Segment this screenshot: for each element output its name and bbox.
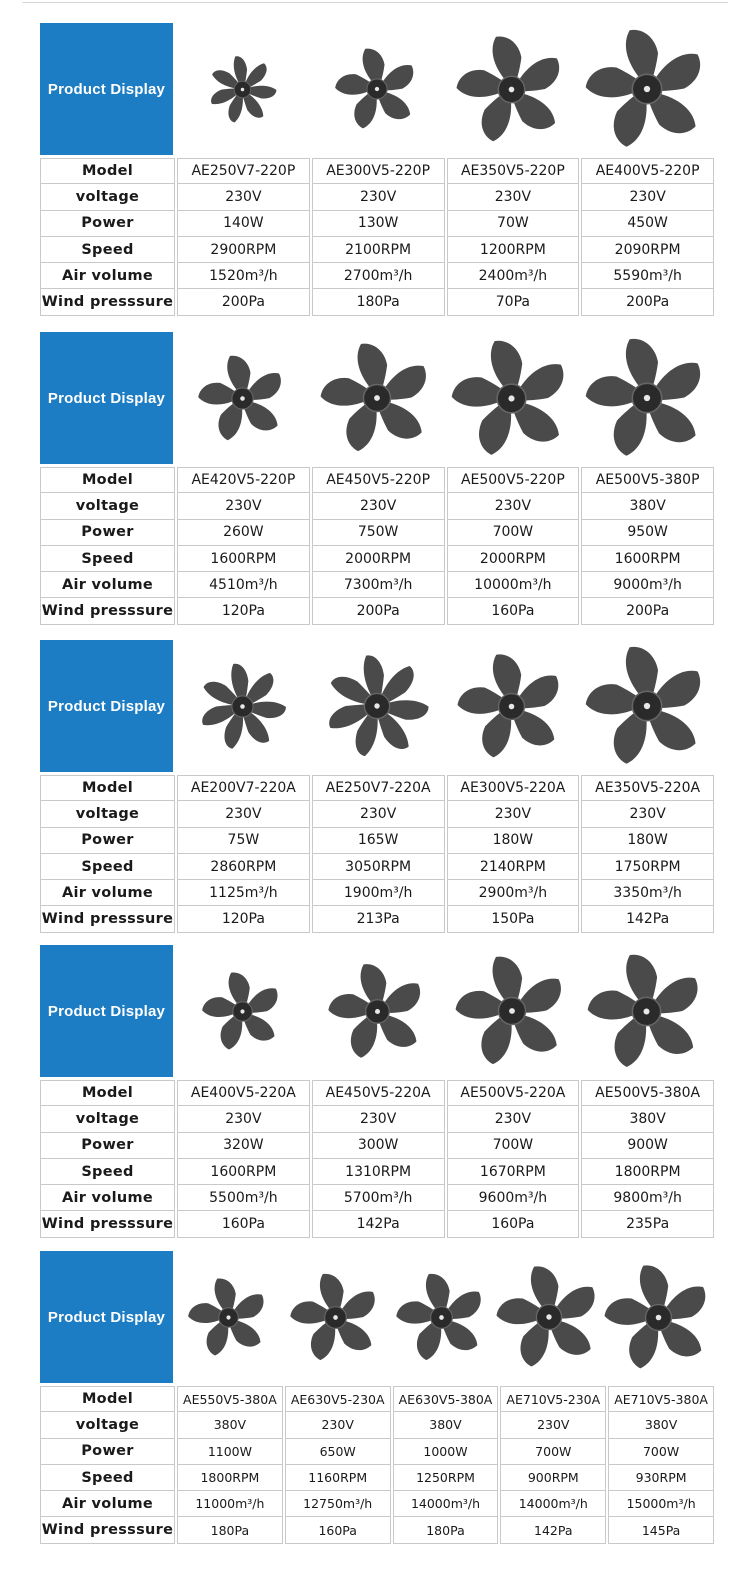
spec-cell-speed: 900RPM	[500, 1465, 606, 1491]
spec-row-power	[40, 520, 714, 546]
spec-row-wind-pressure	[40, 598, 714, 624]
fan-shaft	[374, 703, 379, 708]
fan-image	[388, 1251, 495, 1383]
spec-cell-model: AE630V5-380A	[393, 1386, 499, 1412]
fan-image	[445, 23, 580, 155]
spec-cell-voltage: 230V	[581, 184, 714, 210]
product-section	[40, 23, 714, 316]
spec-cell-speed: 1600RPM	[177, 1159, 310, 1185]
fan-icon	[395, 1271, 488, 1364]
spec-cell-air-volume: 9000m³/h	[581, 572, 714, 598]
spec-cell-voltage: 230V	[177, 1106, 310, 1132]
spec-cell-air-volume: 5500m³/h	[177, 1185, 310, 1211]
row-label: Wind presssure	[40, 598, 175, 624]
spec-cell-speed: 1670RPM	[447, 1159, 580, 1185]
spec-cell-model: AE500V5-380P	[581, 467, 714, 493]
fan-shaft	[240, 396, 245, 401]
fan-image	[579, 945, 714, 1077]
spec-cell-model: AE300V5-220A	[447, 775, 580, 801]
spec-cell-model: AE420V5-220P	[177, 467, 310, 493]
fan-images	[175, 332, 714, 464]
spec-row-voltage	[40, 184, 714, 210]
spec-cell-wind-pressure: 200Pa	[581, 598, 714, 624]
spec-cell-model: AE250V7-220P	[177, 158, 310, 184]
fan-image	[579, 332, 714, 464]
fan-icon	[201, 970, 284, 1053]
spec-cell-speed: 2000RPM	[312, 546, 445, 572]
fan-icon	[187, 1276, 270, 1359]
row-label: Wind presssure	[40, 289, 175, 315]
spec-cell-model: AE500V5-380A	[581, 1080, 714, 1106]
spec-cell-wind-pressure: 150Pa	[447, 906, 580, 932]
fan-shaft	[240, 704, 245, 709]
spec-cell-air-volume: 14000m³/h	[500, 1491, 606, 1517]
spec-cell-power: 700W	[608, 1439, 714, 1465]
fan-icon	[456, 651, 567, 762]
fan-icon	[289, 1271, 382, 1364]
spec-cell-wind-pressure: 120Pa	[177, 906, 310, 932]
spec-cell-speed: 1600RPM	[177, 546, 310, 572]
fan-icon	[197, 353, 288, 444]
spec-cell-model: AE400V5-220A	[177, 1080, 310, 1106]
spec-cell-air-volume: 9600m³/h	[447, 1185, 580, 1211]
spec-cell-model: AE450V5-220P	[312, 467, 445, 493]
row-label: Speed	[40, 854, 175, 880]
fan-shaft	[374, 395, 380, 401]
row-label: Model	[40, 1386, 175, 1412]
spec-cell-wind-pressure: 213Pa	[312, 906, 445, 932]
fan-icon	[454, 953, 570, 1069]
spec-cell-speed: 2100RPM	[312, 237, 445, 263]
row-label: Model	[40, 775, 175, 801]
fan-image	[579, 23, 714, 155]
spec-cell-wind-pressure: 160Pa	[177, 1211, 310, 1237]
spec-cell-voltage: 230V	[312, 801, 445, 827]
spec-cell-air-volume: 14000m³/h	[393, 1491, 499, 1517]
fan-icon	[450, 337, 573, 460]
product-display-badge: Product Display	[40, 945, 173, 1077]
fan-icon	[327, 961, 428, 1062]
spec-cell-voltage: 230V	[177, 801, 310, 827]
fan-icon	[197, 661, 288, 752]
fan-image	[175, 332, 310, 464]
spec-cell-air-volume: 5590m³/h	[581, 263, 714, 289]
product-image-row	[40, 332, 714, 464]
spec-cell-power: 900W	[581, 1133, 714, 1159]
spec-cell-model: AE400V5-220P	[581, 158, 714, 184]
row-label: Power	[40, 520, 175, 546]
row-label: Air volume	[40, 572, 175, 598]
row-label: Speed	[40, 237, 175, 263]
product-section	[40, 640, 714, 933]
product-image-row	[40, 1251, 714, 1383]
spec-cell-air-volume: 4510m³/h	[177, 572, 310, 598]
spec-cell-power: 1100W	[177, 1439, 283, 1465]
spec-table	[38, 158, 716, 316]
spec-row-air-volume	[40, 1491, 714, 1517]
spec-cell-voltage: 380V	[393, 1412, 499, 1438]
spec-cell-power: 750W	[312, 520, 445, 546]
top-divider	[22, 2, 728, 3]
product-section	[40, 945, 714, 1238]
fan-icon	[584, 643, 710, 769]
spec-cell-voltage: 230V	[285, 1412, 391, 1438]
spec-row-voltage	[40, 1412, 714, 1438]
spec-cell-air-volume: 1520m³/h	[177, 263, 310, 289]
spec-cell-speed: 1800RPM	[581, 1159, 714, 1185]
spec-cell-speed: 1750RPM	[581, 854, 714, 880]
row-label: Model	[40, 1080, 175, 1106]
spec-cell-air-volume: 2900m³/h	[447, 880, 580, 906]
fan-image	[445, 945, 580, 1077]
spec-cell-speed: 1310RPM	[312, 1159, 445, 1185]
fan-images	[175, 1251, 714, 1383]
row-label: Power	[40, 828, 175, 854]
spec-row-speed	[40, 237, 714, 263]
spec-cell-speed: 3050RPM	[312, 854, 445, 880]
fan-icon	[323, 652, 431, 760]
spec-cell-speed: 1200RPM	[447, 237, 580, 263]
spec-cell-air-volume: 3350m³/h	[581, 880, 714, 906]
product-image-row	[40, 945, 714, 1077]
spec-cell-model: AE500V5-220P	[447, 467, 580, 493]
fan-image	[495, 1251, 603, 1383]
spec-cell-wind-pressure: 200Pa	[312, 598, 445, 624]
fan-shaft	[375, 87, 379, 91]
spec-cell-speed: 1800RPM	[177, 1465, 283, 1491]
spec-cell-wind-pressure: 160Pa	[285, 1517, 391, 1543]
spec-cell-power: 300W	[312, 1133, 445, 1159]
spec-cell-air-volume: 2700m³/h	[312, 263, 445, 289]
product-section	[40, 1251, 714, 1544]
spec-row-voltage	[40, 1106, 714, 1132]
fan-shaft	[509, 395, 515, 401]
spec-cell-model: AE630V5-230A	[285, 1386, 391, 1412]
spec-cell-voltage: 380V	[608, 1412, 714, 1438]
spec-cell-wind-pressure: 145Pa	[608, 1517, 714, 1543]
row-label: Wind presssure	[40, 906, 175, 932]
spec-row-power	[40, 1439, 714, 1465]
spec-cell-power: 320W	[177, 1133, 310, 1159]
fan-image	[310, 640, 445, 772]
fan-icon	[603, 1262, 714, 1373]
fan-images	[175, 23, 714, 155]
spec-table	[38, 775, 716, 933]
spec-cell-voltage: 230V	[312, 184, 445, 210]
spec-cell-wind-pressure: 180Pa	[312, 289, 445, 315]
spec-cell-model: AE250V7-220A	[312, 775, 445, 801]
fan-icon	[584, 335, 710, 461]
spec-cell-air-volume: 15000m³/h	[608, 1491, 714, 1517]
row-label: Power	[40, 1439, 175, 1465]
fan-icon	[319, 340, 435, 456]
spec-cell-power: 70W	[447, 211, 580, 237]
spec-cell-wind-pressure: 180Pa	[177, 1517, 283, 1543]
spec-cell-speed: 1600RPM	[581, 546, 714, 572]
spec-cell-speed: 1250RPM	[393, 1465, 499, 1491]
row-label: Speed	[40, 1159, 175, 1185]
spec-cell-air-volume: 1125m³/h	[177, 880, 310, 906]
spec-cell-air-volume: 5700m³/h	[312, 1185, 445, 1211]
fan-shaft	[241, 87, 245, 91]
spec-cell-speed: 1160RPM	[285, 1465, 391, 1491]
fan-image	[175, 1251, 282, 1383]
spec-cell-power: 130W	[312, 211, 445, 237]
spec-cell-power: 260W	[177, 520, 310, 546]
spec-cell-air-volume: 10000m³/h	[447, 572, 580, 598]
spec-row-model	[40, 1386, 714, 1412]
row-label: Model	[40, 158, 175, 184]
spec-row-wind-pressure	[40, 289, 714, 315]
spec-row-air-volume	[40, 1185, 714, 1211]
spec-cell-power: 180W	[447, 828, 580, 854]
product-display-badge: Product Display	[40, 332, 173, 464]
fan-shaft	[240, 1009, 244, 1013]
spec-cell-power: 700W	[447, 520, 580, 546]
product-image-row	[40, 23, 714, 155]
spec-cell-power: 165W	[312, 828, 445, 854]
fan-shaft	[643, 86, 649, 92]
spec-row-wind-pressure	[40, 906, 714, 932]
fan-image	[445, 640, 580, 772]
fan-image	[175, 23, 310, 155]
spec-row-wind-pressure	[40, 1211, 714, 1237]
spec-cell-speed: 2900RPM	[177, 237, 310, 263]
spec-cell-air-volume: 11000m³/h	[177, 1491, 283, 1517]
spec-cell-voltage: 230V	[500, 1412, 606, 1438]
row-label: Air volume	[40, 1185, 175, 1211]
spec-cell-voltage: 230V	[581, 801, 714, 827]
spec-cell-voltage: 230V	[177, 493, 310, 519]
fan-image	[445, 332, 580, 464]
fan-shaft	[643, 703, 649, 709]
spec-cell-voltage: 380V	[581, 1106, 714, 1132]
spec-cell-model: AE350V5-220A	[581, 775, 714, 801]
spec-cell-power: 700W	[500, 1439, 606, 1465]
spec-cell-model: AE500V5-220A	[447, 1080, 580, 1106]
fan-shaft	[509, 1008, 515, 1014]
fan-icon	[586, 951, 707, 1072]
spec-row-voltage	[40, 493, 714, 519]
fan-icon	[495, 1263, 603, 1371]
row-label: voltage	[40, 493, 175, 519]
row-label: Wind presssure	[40, 1517, 175, 1543]
spec-cell-wind-pressure: 142Pa	[581, 906, 714, 932]
product-display-badge: Product Display	[40, 23, 173, 155]
fan-images	[175, 640, 714, 772]
spec-row-model	[40, 775, 714, 801]
spec-cell-wind-pressure: 160Pa	[447, 598, 580, 624]
fan-shaft	[226, 1315, 230, 1319]
spec-cell-power: 650W	[285, 1439, 391, 1465]
fan-image	[175, 640, 310, 772]
spec-cell-power: 450W	[581, 211, 714, 237]
spec-table	[38, 1386, 716, 1544]
spec-cell-model: AE300V5-220P	[312, 158, 445, 184]
fan-shaft	[509, 703, 515, 709]
fan-icon	[207, 54, 278, 125]
spec-cell-air-volume: 1900m³/h	[312, 880, 445, 906]
spec-cell-voltage: 230V	[447, 493, 580, 519]
spec-cell-wind-pressure: 142Pa	[312, 1211, 445, 1237]
row-label: Speed	[40, 546, 175, 572]
row-label: Speed	[40, 1465, 175, 1491]
fan-shaft	[375, 1008, 380, 1013]
spec-cell-speed: 2860RPM	[177, 854, 310, 880]
spec-cell-voltage: 230V	[177, 184, 310, 210]
spec-cell-power: 700W	[447, 1133, 580, 1159]
row-label: Power	[40, 211, 175, 237]
spec-cell-wind-pressure: 70Pa	[447, 289, 580, 315]
spec-cell-power: 180W	[581, 828, 714, 854]
row-label: voltage	[40, 801, 175, 827]
row-label: voltage	[40, 1412, 175, 1438]
spec-cell-wind-pressure: 200Pa	[177, 289, 310, 315]
spec-row-power	[40, 828, 714, 854]
fan-shaft	[509, 86, 515, 92]
spec-row-voltage	[40, 801, 714, 827]
spec-cell-speed: 2090RPM	[581, 237, 714, 263]
spec-cell-power: 1000W	[393, 1439, 499, 1465]
fan-image	[310, 23, 445, 155]
spec-cell-wind-pressure: 160Pa	[447, 1211, 580, 1237]
fan-icon	[334, 46, 420, 132]
product-display-badge: Product Display	[40, 640, 173, 772]
spec-cell-power: 75W	[177, 828, 310, 854]
spec-cell-power: 140W	[177, 211, 310, 237]
spec-cell-model: AE350V5-220P	[447, 158, 580, 184]
spec-row-speed	[40, 1465, 714, 1491]
fan-shaft	[644, 1008, 650, 1014]
spec-row-power	[40, 1133, 714, 1159]
row-label: voltage	[40, 1106, 175, 1132]
fan-image	[282, 1251, 389, 1383]
spec-cell-wind-pressure: 120Pa	[177, 598, 310, 624]
spec-cell-voltage: 230V	[312, 1106, 445, 1132]
product-section	[40, 332, 714, 625]
spec-cell-model: AE450V5-220A	[312, 1080, 445, 1106]
spec-row-model	[40, 1080, 714, 1106]
fan-image	[579, 640, 714, 772]
row-label: Air volume	[40, 880, 175, 906]
fan-shaft	[656, 1314, 662, 1320]
spec-cell-speed: 2140RPM	[447, 854, 580, 880]
spec-row-power	[40, 211, 714, 237]
spec-cell-speed: 2000RPM	[447, 546, 580, 572]
spec-row-model	[40, 467, 714, 493]
spec-cell-air-volume: 2400m³/h	[447, 263, 580, 289]
fan-icon	[584, 26, 710, 152]
row-label: Power	[40, 1133, 175, 1159]
fan-shaft	[439, 1315, 444, 1320]
spec-row-model	[40, 158, 714, 184]
spec-cell-power: 950W	[581, 520, 714, 546]
row-label: voltage	[40, 184, 175, 210]
spec-cell-voltage: 380V	[581, 493, 714, 519]
spec-row-air-volume	[40, 263, 714, 289]
fan-shaft	[333, 1315, 338, 1320]
spec-cell-model: AE710V5-230A	[500, 1386, 606, 1412]
spec-cell-model: AE710V5-380A	[608, 1386, 714, 1412]
spec-cell-wind-pressure: 142Pa	[500, 1517, 606, 1543]
spec-cell-air-volume: 9800m³/h	[581, 1185, 714, 1211]
spec-cell-air-volume: 12750m³/h	[285, 1491, 391, 1517]
spec-cell-voltage: 380V	[177, 1412, 283, 1438]
spec-row-air-volume	[40, 572, 714, 598]
row-label: Wind presssure	[40, 1211, 175, 1237]
fan-image	[310, 332, 445, 464]
spec-cell-voltage: 230V	[312, 493, 445, 519]
product-image-row	[40, 640, 714, 772]
spec-cell-voltage: 230V	[447, 801, 580, 827]
spec-cell-voltage: 230V	[447, 184, 580, 210]
spec-cell-model: AE200V7-220A	[177, 775, 310, 801]
spec-cell-speed: 930RPM	[608, 1465, 714, 1491]
product-display-badge: Product Display	[40, 1251, 173, 1383]
fan-image	[310, 945, 445, 1077]
spec-row-air-volume	[40, 880, 714, 906]
fan-shaft	[546, 1314, 551, 1319]
spec-row-speed	[40, 546, 714, 572]
spec-table	[38, 1080, 716, 1238]
spec-cell-model: AE550V5-380A	[177, 1386, 283, 1412]
spec-row-wind-pressure	[40, 1517, 714, 1543]
spec-row-speed	[40, 854, 714, 880]
spec-cell-wind-pressure: 200Pa	[581, 289, 714, 315]
spec-cell-wind-pressure: 235Pa	[581, 1211, 714, 1237]
fan-images	[175, 945, 714, 1077]
row-label: Air volume	[40, 263, 175, 289]
fan-image	[603, 1251, 714, 1383]
fan-icon	[455, 33, 568, 146]
fan-shaft	[643, 395, 649, 401]
row-label: Model	[40, 467, 175, 493]
row-label: Air volume	[40, 1491, 175, 1517]
spec-table	[38, 467, 716, 625]
fan-image	[175, 945, 310, 1077]
spec-row-speed	[40, 1159, 714, 1185]
spec-cell-wind-pressure: 180Pa	[393, 1517, 499, 1543]
spec-cell-voltage: 230V	[447, 1106, 580, 1132]
spec-cell-air-volume: 7300m³/h	[312, 572, 445, 598]
